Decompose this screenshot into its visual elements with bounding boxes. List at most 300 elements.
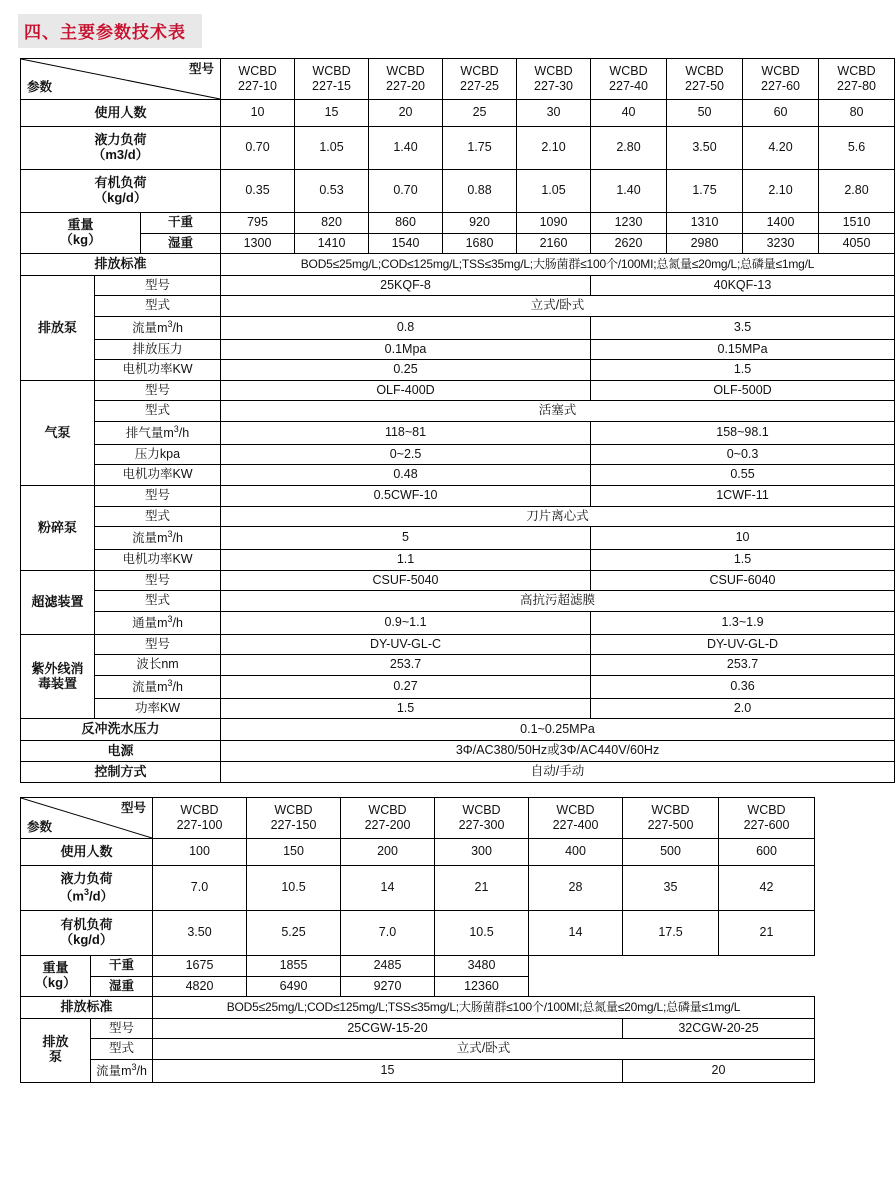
table-row [21, 634, 895, 655]
cell-value: 4050 [819, 233, 895, 254]
cell-value: 1675 [153, 956, 247, 977]
row-label-line2: $(m^3/d)$ [59, 886, 114, 904]
model-name-line2: 227-100 [176, 818, 223, 833]
table-row [21, 275, 895, 296]
sub-label [95, 422, 221, 445]
cell-value: 3.5 [591, 316, 895, 339]
row-label-line2: （kg/d） [94, 190, 147, 205]
cell-value: 25KQF-8 [221, 275, 591, 296]
backwash-pressure-label: 反冲洗水压力 [21, 719, 221, 740]
cell-value: 35 [623, 866, 719, 911]
table-row [21, 591, 895, 612]
sub-label-superscript: 3 [167, 613, 173, 624]
cell-value: 1400 [743, 213, 819, 234]
sub-label-base: 排气量m [125, 426, 174, 441]
row-label-line2: （kg/d） [60, 932, 113, 948]
control-mode-label: 控制方式 [21, 761, 221, 782]
sub-label-tail: /h [178, 426, 190, 441]
group-label-ultrafiltration: 超滤装置 [21, 570, 95, 634]
group-label-line2: 毒装置 [37, 675, 77, 691]
table-row [21, 761, 895, 782]
cell-value: 立式/卧式 [153, 1039, 815, 1060]
header-param-label: 参数 [27, 819, 53, 834]
sub-label [95, 676, 221, 699]
section-heading: 四、主要参数技术表 [18, 14, 202, 48]
cell-value: 400 [529, 839, 623, 866]
cell-value: 10 [221, 100, 295, 127]
weight-label-line1: 重量 [67, 217, 94, 233]
cell-value: 0.35 [221, 170, 295, 213]
row-label-line2: （m3/d） [92, 147, 149, 162]
sub-label [95, 611, 221, 634]
cell-value: 10.5 [435, 911, 529, 956]
cell-value: 0.48 [221, 465, 591, 486]
cell-value: 118~81 [221, 422, 591, 445]
cell-value: 60 [743, 100, 819, 127]
cell-value: 高抗污超滤膜 [221, 591, 895, 612]
model-name-line1: WCBD [609, 64, 648, 78]
cell-value: 0.70 [221, 127, 295, 170]
cell-value: 1CWF-11 [591, 486, 895, 507]
cell-value: 1090 [517, 213, 591, 234]
table-row [21, 170, 895, 213]
model-header-cell [591, 59, 667, 100]
cell-value: DY-UV-GL-D [591, 634, 895, 655]
discharge-standard-value: BOD5≤25mg/L;COD≤125mg/L;TSS≤35mg/L;大肠菌群≤100个/100MI;总氮量≤20mg/L;总磷量≤1mg/L [221, 254, 895, 275]
cell-value: 30 [517, 100, 591, 127]
cell-value: 42 [719, 866, 815, 911]
cell-value: 5.25 [247, 911, 341, 956]
cell-value: 5.6 [819, 127, 895, 170]
discharge-standard-label: 排放标准 [21, 254, 221, 275]
cell-value: 4.20 [743, 127, 819, 170]
table-row [21, 1018, 815, 1039]
cell-value: 6490 [247, 976, 341, 997]
model-name-line1: WCBD [312, 64, 351, 78]
cell-value: 100 [153, 839, 247, 866]
table-row [21, 976, 815, 997]
table-row [21, 360, 895, 381]
cell-value: 7.0 [153, 866, 247, 911]
sub-label: 型式 [95, 591, 221, 612]
model-name-line2: 227-400 [552, 818, 599, 833]
cell-value: 0.55 [591, 465, 895, 486]
header-model-label: 型号 [120, 801, 146, 816]
discharge-standard-value: BOD5≤25mg/L;COD≤125mg/L;TSS≤35mg/L;大肠菌群≤100个/100MI;总氮量≤20mg/L;总磷量≤1mg/L [153, 997, 815, 1018]
group-label-air-pump: 气泵 [21, 380, 95, 485]
cell-value: 0.27 [221, 676, 591, 699]
model-header-cell [369, 59, 443, 100]
model-name-line1: WCBD [685, 64, 724, 78]
table-row [21, 444, 895, 465]
table-row [21, 655, 895, 676]
sub-label: 型号 [91, 1018, 153, 1039]
table-row [21, 1059, 815, 1082]
cell-value: 1680 [443, 233, 517, 254]
wet-weight-label: 湿重 [91, 976, 153, 997]
model-header-cell [623, 798, 719, 839]
sub-label: 压力kpa [95, 444, 221, 465]
cell-value: 1.75 [443, 127, 517, 170]
cell-value: 795 [221, 213, 295, 234]
sub-label: 型号 [95, 275, 221, 296]
cell-value: OLF-500D [591, 380, 895, 401]
cell-value: 820 [295, 213, 369, 234]
sub-label-superscript: 3 [167, 678, 173, 688]
sub-label-superscript: 3 [167, 529, 173, 540]
model-header-cell [517, 59, 591, 100]
model-name-line1: WCBD [837, 64, 876, 78]
group-label-line1: 紫外线消 [31, 660, 84, 676]
table-row [21, 316, 895, 339]
model-name-line2: 227-40 [609, 79, 648, 93]
weight-label-line2: （kg） [34, 975, 77, 991]
table-row [21, 100, 895, 127]
sub-label: 型式 [95, 506, 221, 527]
cell-value: 1.75 [667, 170, 743, 213]
cell-value: 0.8 [221, 316, 591, 339]
header-param-label: 参数 [27, 80, 53, 95]
cell-value: 10 [591, 527, 895, 550]
model-header-cell [295, 59, 369, 100]
header-corner-cell [21, 59, 221, 100]
weight-label [21, 956, 91, 997]
row-label-line1: 液力负荷 [94, 132, 147, 148]
table-row [21, 527, 895, 550]
model-name-line2: 227-500 [647, 818, 694, 833]
sub-label-tail: /h [172, 531, 183, 546]
cell-value: 80 [819, 100, 895, 127]
table-row [21, 127, 895, 170]
cell-value: 20 [369, 100, 443, 127]
cell-empty [719, 976, 815, 997]
row-label-line1: 液力负荷 [60, 871, 113, 887]
model-name-line2: 227-25 [460, 79, 499, 93]
cell-value: 25CGW-15-20 [153, 1018, 623, 1039]
sub-label-tail: /h [172, 320, 183, 335]
cell-value: 860 [369, 213, 443, 234]
cell-value: 3480 [435, 956, 529, 977]
model-header-cell [743, 59, 819, 100]
cell-value: 14 [529, 911, 623, 956]
table-row [21, 486, 895, 507]
sub-label: 电机功率KW [95, 360, 221, 381]
sub-label-superscript: 3 [167, 318, 173, 329]
table-row [21, 719, 895, 740]
group-label-uv-disinfection [21, 634, 95, 719]
sub-label: 型式 [95, 296, 221, 317]
cell-value: 0.36 [591, 676, 895, 699]
dry-weight-label: 干重 [91, 956, 153, 977]
cell-value: 500 [623, 839, 719, 866]
cell-value: 0.53 [295, 170, 369, 213]
table-row [21, 740, 895, 761]
cell-value: 2620 [591, 233, 667, 254]
sub-label [91, 1059, 153, 1082]
row-label [21, 911, 153, 956]
control-mode-value: 自动/手动 [221, 761, 895, 782]
sub-label-tail: /h [172, 680, 183, 695]
model-name-line1: WCBD [534, 64, 573, 78]
cell-value: CSUF-6040 [591, 570, 895, 591]
model-name-line1: WCBD [274, 803, 313, 818]
model-name-line2: 227-20 [386, 79, 425, 93]
cell-value: 2485 [341, 956, 435, 977]
cell-value: 158~98.1 [591, 422, 895, 445]
cell-value: 3.50 [667, 127, 743, 170]
cell-value: 立式/卧式 [221, 296, 895, 317]
row-label-line1: 有机负荷 [60, 917, 113, 933]
cell-value: 21 [435, 866, 529, 911]
group-label-grinder-pump: 粉碎泵 [21, 486, 95, 571]
cell-value: 1.3~1.9 [591, 611, 895, 634]
row-label [21, 170, 221, 213]
cell-empty [623, 976, 719, 997]
table-row [21, 698, 895, 719]
weight-label-line1: 重量 [42, 960, 69, 976]
wet-weight-label: 湿重 [141, 233, 221, 254]
cell-value: 20 [623, 1059, 815, 1082]
sub-label: 型式 [91, 1039, 153, 1060]
cell-value: 1540 [369, 233, 443, 254]
table-row [21, 611, 895, 634]
sub-label: 型式 [95, 401, 221, 422]
cell-value: 10.5 [247, 866, 341, 911]
model-name-line1: WCBD [386, 64, 425, 78]
group-label-line1: 排放 [42, 1034, 69, 1050]
cell-value: 253.7 [221, 655, 591, 676]
cell-value: 1300 [221, 233, 295, 254]
sub-label-superscript: 3 [131, 1061, 137, 1072]
cell-value: 3230 [743, 233, 819, 254]
cell-value: 40 [591, 100, 667, 127]
cell-value: 40KQF-13 [591, 275, 895, 296]
row-label [21, 127, 221, 170]
sub-label-base: 流量m [132, 531, 168, 546]
table-row [21, 465, 895, 486]
cell-value: 9270 [341, 976, 435, 997]
cell-value: 2.0 [591, 698, 895, 719]
row-label: 使用人数 [21, 839, 153, 866]
cell-value: 0~2.5 [221, 444, 591, 465]
cell-value: 1.5 [591, 360, 895, 381]
model-header-cell [719, 798, 815, 839]
cell-value: 2.80 [591, 127, 667, 170]
cell-value: 1855 [247, 956, 341, 977]
cell-empty [623, 956, 719, 977]
cell-value: 2980 [667, 233, 743, 254]
cell-value: 1510 [819, 213, 895, 234]
model-name-line2: 227-15 [312, 79, 351, 93]
sub-label: 型号 [95, 380, 221, 401]
sub-label: 型号 [95, 634, 221, 655]
model-header-cell [443, 59, 517, 100]
model-name-line1: WCBD [761, 64, 800, 78]
sub-label-base: 流量m [96, 1064, 132, 1079]
model-name-line2: 227-150 [270, 818, 317, 833]
group-label-line2: 泵 [48, 1049, 62, 1065]
cell-value: 0.25 [221, 360, 591, 381]
cell-value: 2.80 [819, 170, 895, 213]
model-name-line2: 227-50 [685, 79, 724, 93]
cell-value: 1230 [591, 213, 667, 234]
table-row [21, 911, 815, 956]
table-row [21, 233, 895, 254]
cell-empty [719, 956, 815, 977]
model-header-cell [247, 798, 341, 839]
model-header-cell [221, 59, 295, 100]
model-name-line2: 227-80 [837, 79, 876, 93]
main-parameters-table-1 [20, 58, 895, 783]
sub-label: 电机功率KW [95, 550, 221, 571]
group-label-discharge-pump: 排放泵 [21, 275, 95, 380]
sub-label [95, 527, 221, 550]
cell-value: 1.05 [295, 127, 369, 170]
table-row [21, 296, 895, 317]
table-row [21, 1039, 815, 1060]
sub-label [95, 316, 221, 339]
cell-value: 200 [341, 839, 435, 866]
model-name-line2: 227-10 [238, 79, 277, 93]
cell-value: 3.50 [153, 911, 247, 956]
model-header-cell [435, 798, 529, 839]
model-header-cell [667, 59, 743, 100]
sub-label: 型号 [95, 570, 221, 591]
cell-empty [529, 976, 623, 997]
cell-value: 50 [667, 100, 743, 127]
table-row [21, 956, 815, 977]
table-row [21, 506, 895, 527]
cell-value: 15 [295, 100, 369, 127]
model-name-line1: WCBD [368, 803, 407, 818]
cell-value: 1.05 [517, 170, 591, 213]
cell-value: CSUF-5040 [221, 570, 591, 591]
table-row [21, 997, 815, 1018]
table-row [21, 254, 895, 275]
model-name-line1: WCBD [747, 803, 786, 818]
sub-label-base: 流量m [132, 320, 168, 335]
cell-value: 1.40 [591, 170, 667, 213]
dry-weight-label: 干重 [141, 213, 221, 234]
discharge-standard-label: 排放标准 [21, 997, 153, 1018]
cell-value: 25 [443, 100, 517, 127]
sub-label: 波长nm [95, 655, 221, 676]
cell-value: 1.1 [221, 550, 591, 571]
sub-label-tail: /h [172, 616, 183, 631]
sub-label-tail: /h [136, 1064, 147, 1079]
cell-value: 7.0 [341, 911, 435, 956]
table-row [21, 839, 815, 866]
model-name-line1: WCBD [651, 803, 690, 818]
model-name-line1: WCBD [180, 803, 219, 818]
backwash-pressure-value: 0.1~0.25MPa [221, 719, 895, 740]
cell-value: 17.5 [623, 911, 719, 956]
cell-value: 0.15MPa [591, 339, 895, 360]
model-header-cell [529, 798, 623, 839]
cell-value: 0.88 [443, 170, 517, 213]
power-supply-label: 电源 [21, 740, 221, 761]
table-row [21, 401, 895, 422]
cell-value: 2.10 [517, 127, 591, 170]
model-name-line2: 227-600 [743, 818, 790, 833]
row-label [21, 866, 153, 911]
table-row [21, 213, 895, 234]
cell-value: 1.5 [221, 698, 591, 719]
cell-value: 0.9~1.1 [221, 611, 591, 634]
cell-value: 4820 [153, 976, 247, 997]
model-name-line2: 227-30 [534, 79, 573, 93]
cell-value: DY-UV-GL-C [221, 634, 591, 655]
row-label-line1: 有机负荷 [94, 175, 147, 191]
model-name-line2: 227-60 [761, 79, 800, 93]
weight-label [21, 213, 141, 254]
cell-value: 600 [719, 839, 815, 866]
cell-value: 32CGW-20-25 [623, 1018, 815, 1039]
cell-value: 2160 [517, 233, 591, 254]
table-header-row [21, 59, 895, 100]
cell-empty [529, 956, 623, 977]
cell-value: 12360 [435, 976, 529, 997]
cell-value: 150 [247, 839, 341, 866]
cell-value: 28 [529, 866, 623, 911]
sub-label: 功率KW [95, 698, 221, 719]
model-name-line1: WCBD [460, 64, 499, 78]
cell-value: 21 [719, 911, 815, 956]
cell-value: 15 [153, 1059, 623, 1082]
model-name-line1: WCBD [556, 803, 595, 818]
sub-label: 电机功率KW [95, 465, 221, 486]
sub-label-base: 流量m [132, 680, 168, 695]
cell-value: 300 [435, 839, 529, 866]
table-row [21, 570, 895, 591]
cell-value: 刀片离心式 [221, 506, 895, 527]
cell-value: 0.70 [369, 170, 443, 213]
table-row [21, 422, 895, 445]
cell-value: 0~0.3 [591, 444, 895, 465]
cell-value: 5 [221, 527, 591, 550]
cell-value: 0.5CWF-10 [221, 486, 591, 507]
model-name-line1: WCBD [238, 64, 277, 78]
sub-label: 排放压力 [95, 339, 221, 360]
model-header-cell [153, 798, 247, 839]
sub-label-superscript: 3 [173, 424, 179, 435]
header-model-label: 型号 [189, 62, 215, 76]
table-header-row [21, 798, 815, 839]
model-name-line2: 227-200 [364, 818, 411, 833]
table-row [21, 676, 895, 699]
model-header-cell [819, 59, 895, 100]
weight-label-line2: （kg） [59, 232, 102, 248]
table-row [21, 550, 895, 571]
cell-value: 0.1Mpa [221, 339, 591, 360]
sub-label: 型号 [95, 486, 221, 507]
table-row [21, 866, 815, 911]
cell-value: 14 [341, 866, 435, 911]
cell-value: 活塞式 [221, 401, 895, 422]
power-supply-value: 3Φ/AC380/50Hz或3Φ/AC440V/60Hz [221, 740, 895, 761]
cell-value: OLF-400D [221, 380, 591, 401]
cell-value: 1410 [295, 233, 369, 254]
group-label-discharge-pump [21, 1018, 91, 1082]
cell-value: 253.7 [591, 655, 895, 676]
model-header-cell [341, 798, 435, 839]
model-name-line2: 227-300 [458, 818, 505, 833]
cell-value: 2.10 [743, 170, 819, 213]
sub-label-base: 通量m [132, 616, 168, 631]
row-label: 使用人数 [21, 100, 221, 127]
cell-value: 1.40 [369, 127, 443, 170]
cell-value: 1.5 [591, 550, 895, 571]
